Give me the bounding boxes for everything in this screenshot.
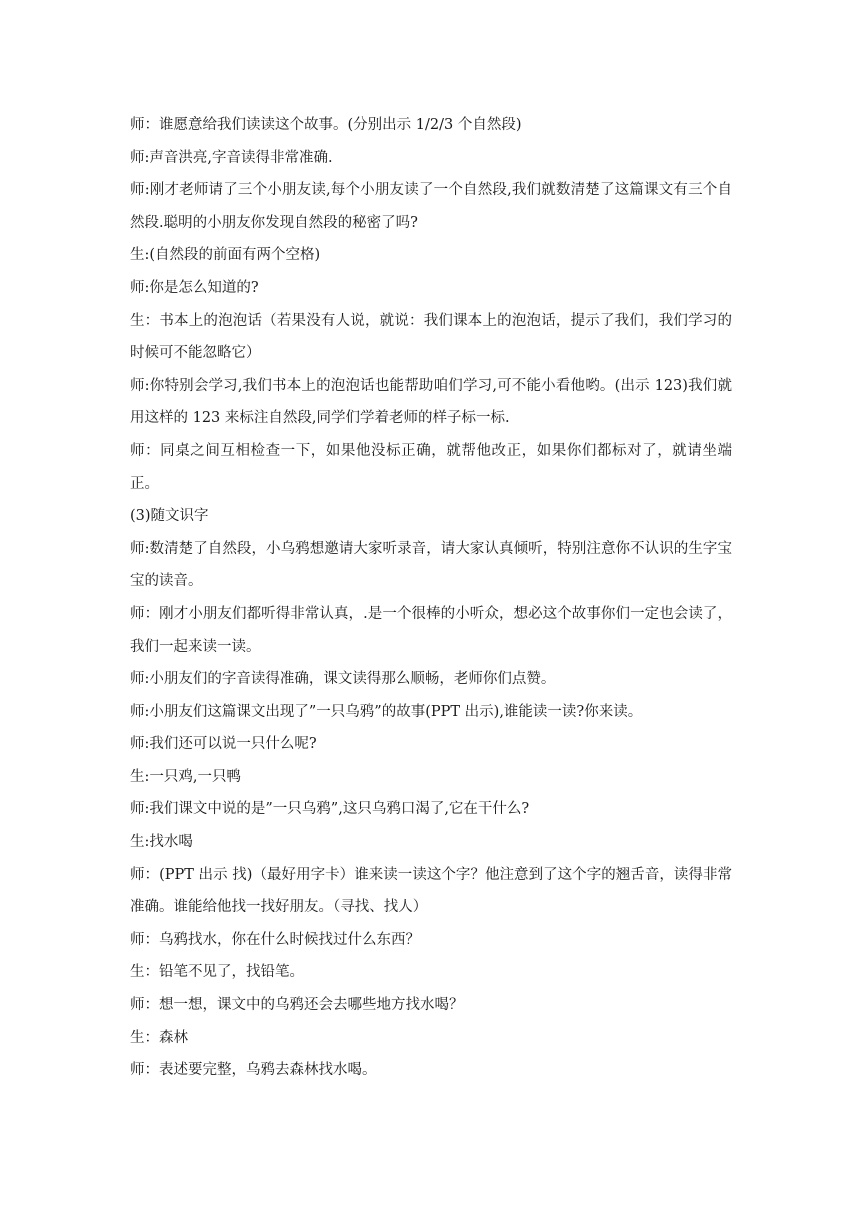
paragraph: 生:找水喝 bbox=[130, 834, 193, 851]
paragraph: 师:刚才老师请了三个小朋友读,每个小朋友读了一个自然段,我们就数清楚了这篇课文有三个自然段.聪明的小朋友你发现自然段的秘密了吗? bbox=[130, 182, 732, 231]
paragraph: 师：(PPT 出示 找)（最好用字卡）谁来读一读这个字？他注意到了这个字的翘舌音，读得非常准确。谁能给他找一找好朋友。（寻找、找人） bbox=[130, 866, 732, 916]
paragraph: 师：刚才小朋友们都听得非常认真，.是一个很棒的小听众，想必这个故事你们一定也会读了，我们一起来读一读。 bbox=[130, 605, 732, 655]
paragraph: 师：想一想，课文中的乌鸦还会去哪些地方找水喝？ bbox=[130, 997, 464, 1014]
paragraph: 师:声音洪亮,字音读得非常准确. bbox=[130, 149, 333, 166]
paragraph: 师:小朋友们的字音读得准确，课文读得那么顺畅，老师你们点赞。 bbox=[130, 671, 556, 688]
paragraph: 师:小朋友们这篇课文出现了”一只乌鸦”的故事(PPT 出示),谁能读一读?你来读。 bbox=[130, 703, 643, 720]
paragraph: 师:我们课文中说的是”一只乌鸦”,这只乌鸦口渴了,它在干什么? bbox=[130, 801, 530, 818]
paragraph: 师:你是怎么知道的? bbox=[130, 279, 259, 296]
paragraph: 生:(自然段的前面有两个空格) bbox=[130, 247, 321, 264]
paragraph: 生：森林 bbox=[130, 1029, 188, 1046]
paragraph: 生:一只鸡,一只鸭 bbox=[130, 768, 241, 785]
document-body bbox=[130, 109, 732, 1087]
paragraph: 师：同桌之间互相检查一下，如果他没标正确，就帮他改正，如果你们都标对了，就请坐端正。 bbox=[130, 442, 732, 492]
paragraph: 师：乌鸦找水，你在什么时候找过什么东西？ bbox=[130, 931, 420, 948]
paragraph: 生：铅笔不见了，找铅笔。 bbox=[130, 964, 304, 981]
paragraph: 师:你特别会学习,我们书本上的泡泡话也能帮助咱们学习,可不能小看他哟。(出示 123)我们就用这样的 123 来标注自然段,同学们学着老师的样子标一标. bbox=[130, 377, 732, 427]
paragraph: 师：表述要完整，乌鸦去森林找水喝。 bbox=[130, 1062, 377, 1079]
paragraph: 师:数清楚了自然段，小乌鸦想邀请大家听录音，请大家认真倾听，特别注意你不认识的生字宝宝的读音。 bbox=[130, 540, 732, 590]
paragraph: 师：谁愿意给我们读读这个故事。(分别出示 1/2/3 个自然段) bbox=[130, 117, 522, 133]
section-heading: (3)随文识字 bbox=[130, 508, 209, 525]
paragraph: 生：书本上的泡泡话（若果没有人说，就说：我们课本上的泡泡话，提示了我们，我们学习的时候可不能忽略它） bbox=[130, 312, 732, 362]
paragraph: 师:我们还可以说一只什么呢? bbox=[130, 736, 317, 753]
